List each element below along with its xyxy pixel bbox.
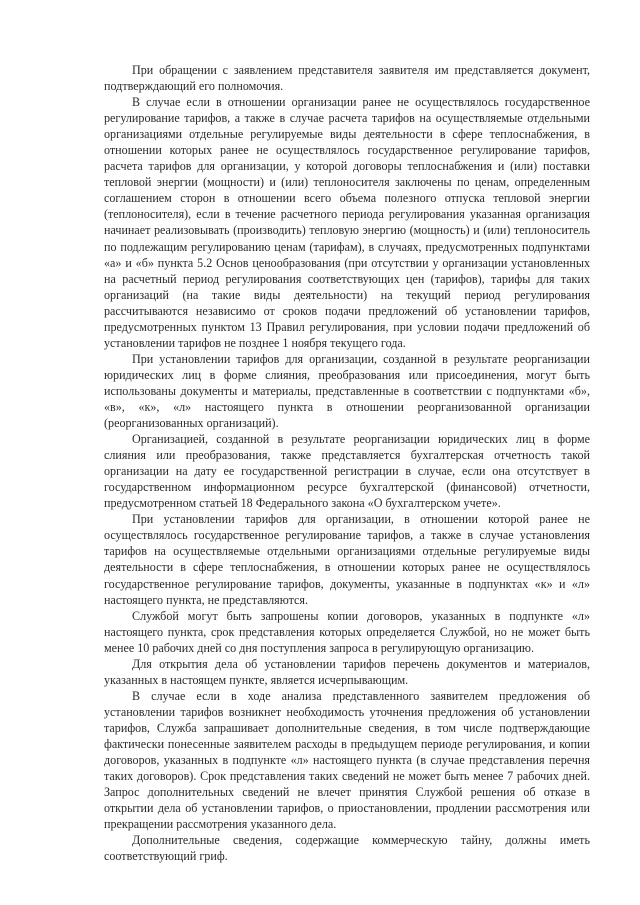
paragraph-documents-not-submitted: При установлении тарифов для организации, в отношении которой ранее не осуществлялось государственное регулирование тарифов, а также в случае установления тарифов на осуществляемые отдельными организациями отдельные регулируемые виды деятельности в сфере теплоснабжения, в отношении которых ранее не осуществлялось государственное регулирование тарифов, документы, указанные в подпунктах «к» и «л» настоящего пункта, не представляются.	[104, 512, 590, 607]
paragraph-contract-copies-request: Службой могут быть запрошены копии договоров, указанных в подпункте «л» настоящего пункта, срок представления которых определяется Службой, но не может быть менее 10 рабочих дней со дня поступления запроса в регулирующую организацию.	[104, 608, 590, 655]
paragraph-reorganized-accounting: Организацией, созданной в результате реорганизации юридических лиц в форме слияния или преобразования, также представляется бухгалтерская отчетность такой организации на дату ее государственной регистрации в случае, если она отсутствует в государственном информационном ресурсе бухгалтерской (финансовой) отчетности, предусмотренном статьей 18 Федерального закона «О бухгалтерском учете».	[104, 432, 590, 511]
paragraph-reorganization-documents: При установлении тарифов для организации, созданной в результате реорганизации юридических лиц в форме слияния, преобразования или присоединения, могут быть использованы документы и материалы, представленные в соответствии с подпунктами «б», «в», «к», «л» настоящего пункта в отношении реорганизованной организации (реорганизованных организаций).	[104, 351, 590, 431]
document-body	[104, 62, 590, 864]
paragraph-commercial-secret: Дополнительные сведения, содержащие коммерческую тайну, должны иметь соответствующий гриф.	[104, 833, 590, 864]
paragraph-exhaustive-list: Для открытия дела об установлении тарифов перечень документов и материалов, указанных в настоящем пункте, является исчерпывающим.	[104, 656, 590, 687]
paragraph-additional-information: В случае если в ходе анализа представленного заявителем предложения об установлении тарифов возникнет необходимость уточнения предложения об установлении тарифов, Служба запрашивает дополнительные сведения, в том числе подтверждающие фактически понесенные заявителем расходы в предыдущем периоде регулирования, и копии договоров, указанных в подпункте «л» настоящего пункта (в случае представления перечня таких договоров). Срок представления таких сведений не может быть менее 7 рабочих дней. Запрос дополнительных сведений не влечет принятия Службой решения об отказе в открытии дела об установлении тарифов, о приостановлении, продлении рассмотрения или прекращении рассмотрения указанного дела.	[104, 688, 590, 832]
paragraph-no-prior-regulation: В случае если в отношении организации ранее не осуществлялось государственное регулирование тарифов, а также в случае расчета тарифов на осуществляемые отдельными организациями отдельные регулируемые виды деятельности в сфере теплоснабжения, в отношении которых ранее не осуществлялось государственное регулирование тарифов, расчета тарифов для организации, у которой договоры теплоснабжения и (или) поставки тепловой энергии (мощности) и (или) теплоносителя заключены по ценам, определенным соглашением сторон в отношении всего объема полезного отпуска тепловой энергии (теплоносителя), если в течение расчетного периода регулирования указанная организация начинает реализовывать (производить) тепловую энергию (мощность) и (или) теплоноситель по подлежащим регулированию ценам (тарифам), в случаях, предусмотренных подпунктами «а» и «б» пункта 5.2 Основ ценообразования (при отсутствии у организации установленных на расчетный период регулирования соответствующих цен (тарифов), тарифы для таких организаций (на такие виды деятельности) на текущий период регулирования рассчитываются независимо от сроков подачи предложений об установлении тарифов, предусмотренных пунктом 13 Правил регулирования, при условии подачи предложений об установлении тарифов не позднее 1 ноября текущего года.	[104, 95, 590, 350]
paragraph-representative-authority: При обращении с заявлением представителя заявителя им представляется документ, подтверждающий его полномочия.	[104, 63, 590, 94]
